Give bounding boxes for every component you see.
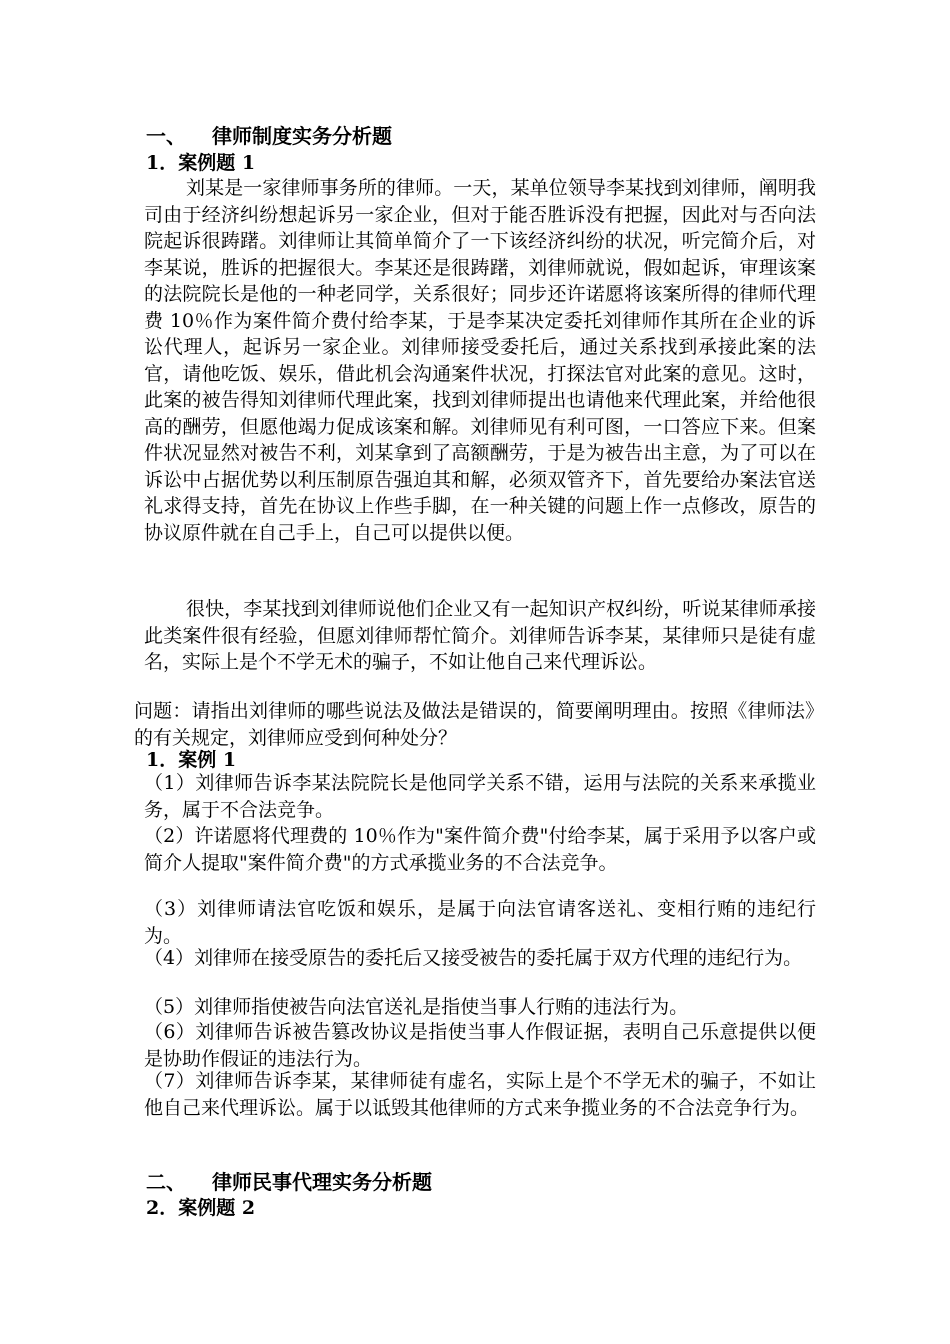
section-2-heading (146, 1170, 432, 1194)
section-2-number: 二、 (146, 1170, 186, 1194)
answer-item-1: （1）刘律师告诉李某法院院长是他同学关系不错，运用与法院的关系来承揽业务，属于不合法竞争。 (144, 772, 816, 821)
answer-heading: 1．案例 1 (146, 749, 237, 771)
case-1-paragraph-2: 很快，李某找到刘律师说他们企业又有一起知识产权纠纷，听说某律师承接此类案件很有经验，但愿刘律师帮忙简介。刘律师告诉李某，某律师只是徒有虚名，实际上是个不学无术的骗子，不如让他自己来代理诉讼。 (144, 598, 816, 673)
section-1-heading (146, 124, 392, 148)
section-1-title: 律师制度实务分析题 (212, 124, 392, 148)
answer-item-7: （7）刘律师告诉李某，某律师徒有虚名，实际上是个不学无术的骗子，不如让他自己来代理诉讼。属于以诋毁其他律师的方式来争揽业务的不合法竞争行为。 (144, 1070, 816, 1119)
section-2-title: 律师民事代理实务分析题 (212, 1170, 432, 1194)
case-1-heading: 1．案例题 1 (146, 152, 256, 174)
answer-item-6: （6）刘律师告诉被告篡改协议是指使当事人作假证据，表明自己乐意提供以便是协助作假证的违法行为。 (144, 1021, 816, 1070)
case-1-paragraph-1: 刘某是一家律师事务所的律师。一天，某单位领导李某找到刘律师，阐明我司由于经济纠纷想起诉另一家企业，但对于能否胜诉没有把握，因此对与否向法院起诉很踌躇。刘律师让其简单简介了一下该经济纠纷的状况，听完简介后，对李某说，胜诉的把握很大。李某还是很踌躇，刘律师就说，假如起诉，审理该案的法院院长是他的一种老同学，关系很好；同步还许诺愿将该案所得的律师代理费 10％作为案件简介费付给李某，于是李某决定委托刘律师作其所在企业的诉讼代理人，起诉另一家企业。刘律师接受委托后，通过关系找到承接此案的法官，请他吃饭、娱乐，借此机会沟通案件状况，打探法官对此案的意见。这时，此案的被告得知刘律师代理此案，找到刘律师提出也请他来代理此案，并给他很高的酬劳，但愿他竭力促成该案和解。刘律师见有利可图，一口答应下来。但案件状况显然对被告不利，刘某拿到了高额酬劳，于是为被告出主意，为了可以在诉讼中占据优势以利压制原告强迫其和解，必须双管齐下，首先要给办案法官送礼求得支持，首先在协议上作些手脚，在一种关键的问题上作一点修改，原告的协议原件就在自己手上，自己可以提供以便。 (144, 177, 816, 544)
case-2-heading: 2．案例题 2 (146, 1197, 256, 1219)
answer-item-5: （5）刘律师指使被告向法官送礼是指使当事人行贿的违法行为。 (144, 996, 689, 1018)
section-1-number: 一、 (146, 124, 186, 148)
answer-item-3: （3）刘律师请法官吃饭和娱乐，是属于向法官请客送礼、变相行贿的违纪行为。 (144, 898, 816, 947)
answer-item-2: （2）许诺愿将代理费的 10％作为"案件简介费"付给李某，属于采用予以客户或简介人提取"案件简介费"的方式承揽业务的不合法竞争。 (144, 825, 816, 874)
answer-item-4: （4）刘律师在接受原告的委托后又接受被告的委托属于双方代理的违纪行为。 (144, 947, 803, 969)
question-paragraph: 问题：请指出刘律师的哪些说法及做法是错误的，简要阐明理由。按照《律师法》的有关规定，刘律师应受到何种处分？ (134, 700, 824, 749)
